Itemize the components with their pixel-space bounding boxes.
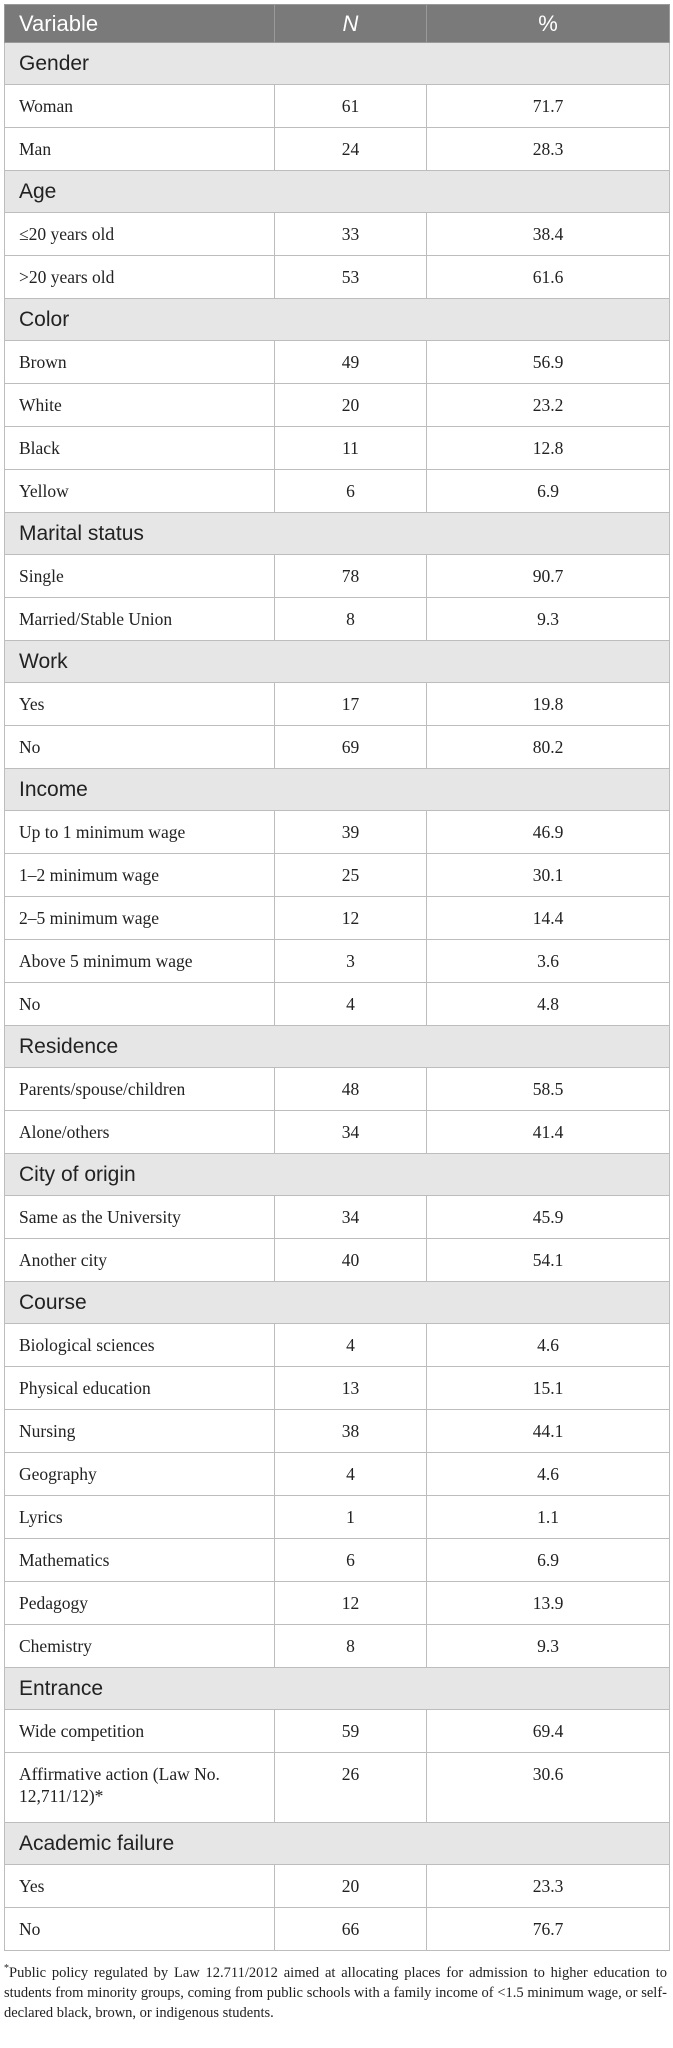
row-label: No — [5, 726, 275, 769]
row-n-value: 12 — [275, 897, 427, 940]
row-percent-value: 6.9 — [427, 1539, 670, 1582]
table-row — [5, 1908, 670, 1951]
row-label: Man — [5, 128, 275, 171]
row-label: >20 years old — [5, 256, 275, 299]
row-percent-value: 69.4 — [427, 1710, 670, 1753]
row-n-value: 61 — [275, 85, 427, 128]
row-label: Pedagogy — [5, 1582, 275, 1625]
footnote-marker: * — [4, 1963, 9, 1974]
row-n-value: 66 — [275, 1908, 427, 1951]
row-label: No — [5, 983, 275, 1026]
table-row — [5, 811, 670, 854]
table-row — [5, 1753, 670, 1823]
section-title: Color — [5, 299, 670, 341]
row-percent-value: 23.3 — [427, 1865, 670, 1908]
table-row — [5, 1625, 670, 1668]
row-n-value: 20 — [275, 1865, 427, 1908]
row-n-value: 17 — [275, 683, 427, 726]
row-percent-value: 9.3 — [427, 598, 670, 641]
table-row — [5, 555, 670, 598]
section-title: Work — [5, 641, 670, 683]
row-label: 1–2 minimum wage — [5, 854, 275, 897]
header-n: N — [275, 5, 427, 43]
table-row — [5, 940, 670, 983]
row-n-value: 69 — [275, 726, 427, 769]
section-row — [5, 1668, 670, 1710]
row-label: Lyrics — [5, 1496, 275, 1539]
row-label: Alone/others — [5, 1111, 275, 1154]
section-row — [5, 171, 670, 213]
row-percent-value: 61.6 — [427, 256, 670, 299]
row-percent-value: 30.6 — [427, 1753, 670, 1823]
header-percent: % — [427, 5, 670, 43]
row-label: Same as the University — [5, 1196, 275, 1239]
row-label: Parents/spouse/children — [5, 1068, 275, 1111]
row-percent-value: 15.1 — [427, 1367, 670, 1410]
row-n-value: 33 — [275, 213, 427, 256]
table-row — [5, 341, 670, 384]
row-n-value: 39 — [275, 811, 427, 854]
table-row — [5, 854, 670, 897]
row-percent-value: 46.9 — [427, 811, 670, 854]
section-title: Marital status — [5, 513, 670, 555]
row-label: No — [5, 1908, 275, 1951]
row-n-value: 78 — [275, 555, 427, 598]
row-percent-value: 9.3 — [427, 1625, 670, 1668]
row-percent-value: 90.7 — [427, 555, 670, 598]
row-percent-value: 3.6 — [427, 940, 670, 983]
table-row — [5, 128, 670, 171]
table-row — [5, 1068, 670, 1111]
row-label: White — [5, 384, 275, 427]
row-label: Affirmative action (Law No. 12,711/12)* — [5, 1753, 275, 1823]
section-row — [5, 1282, 670, 1324]
row-label: Mathematics — [5, 1539, 275, 1582]
table-row — [5, 1865, 670, 1908]
row-percent-value: 19.8 — [427, 683, 670, 726]
demographics-table — [4, 4, 670, 1951]
table-row — [5, 85, 670, 128]
row-percent-value: 80.2 — [427, 726, 670, 769]
section-row — [5, 1154, 670, 1196]
row-n-value: 34 — [275, 1111, 427, 1154]
table-row — [5, 1367, 670, 1410]
row-percent-value: 56.9 — [427, 341, 670, 384]
row-n-value: 3 — [275, 940, 427, 983]
row-label: 2–5 minimum wage — [5, 897, 275, 940]
table-row — [5, 1239, 670, 1282]
section-title: Residence — [5, 1026, 670, 1068]
section-title: Academic failure — [5, 1823, 670, 1865]
row-n-value: 59 — [275, 1710, 427, 1753]
table-row — [5, 1710, 670, 1753]
row-percent-value: 4.8 — [427, 983, 670, 1026]
row-n-value: 25 — [275, 854, 427, 897]
table-row — [5, 470, 670, 513]
row-n-value: 24 — [275, 128, 427, 171]
table-container — [4, 4, 669, 2023]
section-title: Gender — [5, 43, 670, 85]
table-row — [5, 683, 670, 726]
row-percent-value: 4.6 — [427, 1324, 670, 1367]
section-title: City of origin — [5, 1154, 670, 1196]
section-title: Entrance — [5, 1668, 670, 1710]
row-n-value: 8 — [275, 1625, 427, 1668]
table-row — [5, 598, 670, 641]
table-row — [5, 427, 670, 470]
row-percent-value: 13.9 — [427, 1582, 670, 1625]
table-row — [5, 1453, 670, 1496]
table-row — [5, 1410, 670, 1453]
row-n-value: 11 — [275, 427, 427, 470]
table-row — [5, 726, 670, 769]
header-variable: Variable — [5, 5, 275, 43]
row-n-value: 6 — [275, 470, 427, 513]
section-title: Age — [5, 171, 670, 213]
row-n-value: 4 — [275, 983, 427, 1026]
section-row — [5, 769, 670, 811]
row-label: Wide competition — [5, 1710, 275, 1753]
section-row — [5, 513, 670, 555]
table-row — [5, 1324, 670, 1367]
table-row — [5, 384, 670, 427]
row-percent-value: 76.7 — [427, 1908, 670, 1951]
row-label: Yellow — [5, 470, 275, 513]
row-n-value: 49 — [275, 341, 427, 384]
row-percent-value: 30.1 — [427, 854, 670, 897]
table-row — [5, 1496, 670, 1539]
row-label: Yes — [5, 1865, 275, 1908]
row-n-value: 38 — [275, 1410, 427, 1453]
row-n-value: 4 — [275, 1324, 427, 1367]
row-percent-value: 12.8 — [427, 427, 670, 470]
row-label: Physical education — [5, 1367, 275, 1410]
section-row — [5, 641, 670, 683]
row-label: Above 5 minimum wage — [5, 940, 275, 983]
row-label: Brown — [5, 341, 275, 384]
row-label: Geography — [5, 1453, 275, 1496]
row-percent-value: 23.2 — [427, 384, 670, 427]
section-title: Course — [5, 1282, 670, 1324]
table-row — [5, 1111, 670, 1154]
section-row — [5, 43, 670, 85]
table-body — [5, 43, 670, 1951]
row-percent-value: 58.5 — [427, 1068, 670, 1111]
row-n-value: 40 — [275, 1239, 427, 1282]
row-n-value: 6 — [275, 1539, 427, 1582]
row-n-value: 12 — [275, 1582, 427, 1625]
row-percent-value: 44.1 — [427, 1410, 670, 1453]
table-row — [5, 1196, 670, 1239]
row-label: Yes — [5, 683, 275, 726]
row-n-value: 34 — [275, 1196, 427, 1239]
row-percent-value: 38.4 — [427, 213, 670, 256]
row-label: Nursing — [5, 1410, 275, 1453]
row-label: Biological sciences — [5, 1324, 275, 1367]
row-n-value: 26 — [275, 1753, 427, 1823]
row-n-value: 53 — [275, 256, 427, 299]
row-label: Black — [5, 427, 275, 470]
footnote-text: Public policy regulated by Law 12.711/2012 aimed at allocating places for admission to higher education to students from minority groups, coming from public schools with a family income of <1.5 minimum wage, or self-declared black, brown, or indigenous students. — [4, 1964, 667, 2021]
row-n-value: 1 — [275, 1496, 427, 1539]
row-percent-value: 4.6 — [427, 1453, 670, 1496]
row-percent-value: 14.4 — [427, 897, 670, 940]
section-row — [5, 299, 670, 341]
table-row — [5, 897, 670, 940]
row-percent-value: 71.7 — [427, 85, 670, 128]
row-percent-value: 54.1 — [427, 1239, 670, 1282]
section-title: Income — [5, 769, 670, 811]
row-n-value: 48 — [275, 1068, 427, 1111]
row-n-value: 8 — [275, 598, 427, 641]
section-row — [5, 1026, 670, 1068]
header-row — [5, 5, 670, 43]
row-label: Single — [5, 555, 275, 598]
row-label: Chemistry — [5, 1625, 275, 1668]
row-n-value: 13 — [275, 1367, 427, 1410]
row-label: Another city — [5, 1239, 275, 1282]
table-row — [5, 1582, 670, 1625]
row-n-value: 4 — [275, 1453, 427, 1496]
row-percent-value: 28.3 — [427, 128, 670, 171]
row-n-value: 20 — [275, 384, 427, 427]
table-row — [5, 213, 670, 256]
row-label: Married/Stable Union — [5, 598, 275, 641]
row-percent-value: 6.9 — [427, 470, 670, 513]
row-label: Woman — [5, 85, 275, 128]
row-percent-value: 41.4 — [427, 1111, 670, 1154]
row-label: Up to 1 minimum wage — [5, 811, 275, 854]
row-percent-value: 45.9 — [427, 1196, 670, 1239]
row-label: ≤20 years old — [5, 213, 275, 256]
table-row — [5, 1539, 670, 1582]
row-percent-value: 1.1 — [427, 1496, 670, 1539]
footnote — [4, 1959, 669, 2023]
table-row — [5, 983, 670, 1026]
table-row — [5, 256, 670, 299]
section-row — [5, 1823, 670, 1865]
